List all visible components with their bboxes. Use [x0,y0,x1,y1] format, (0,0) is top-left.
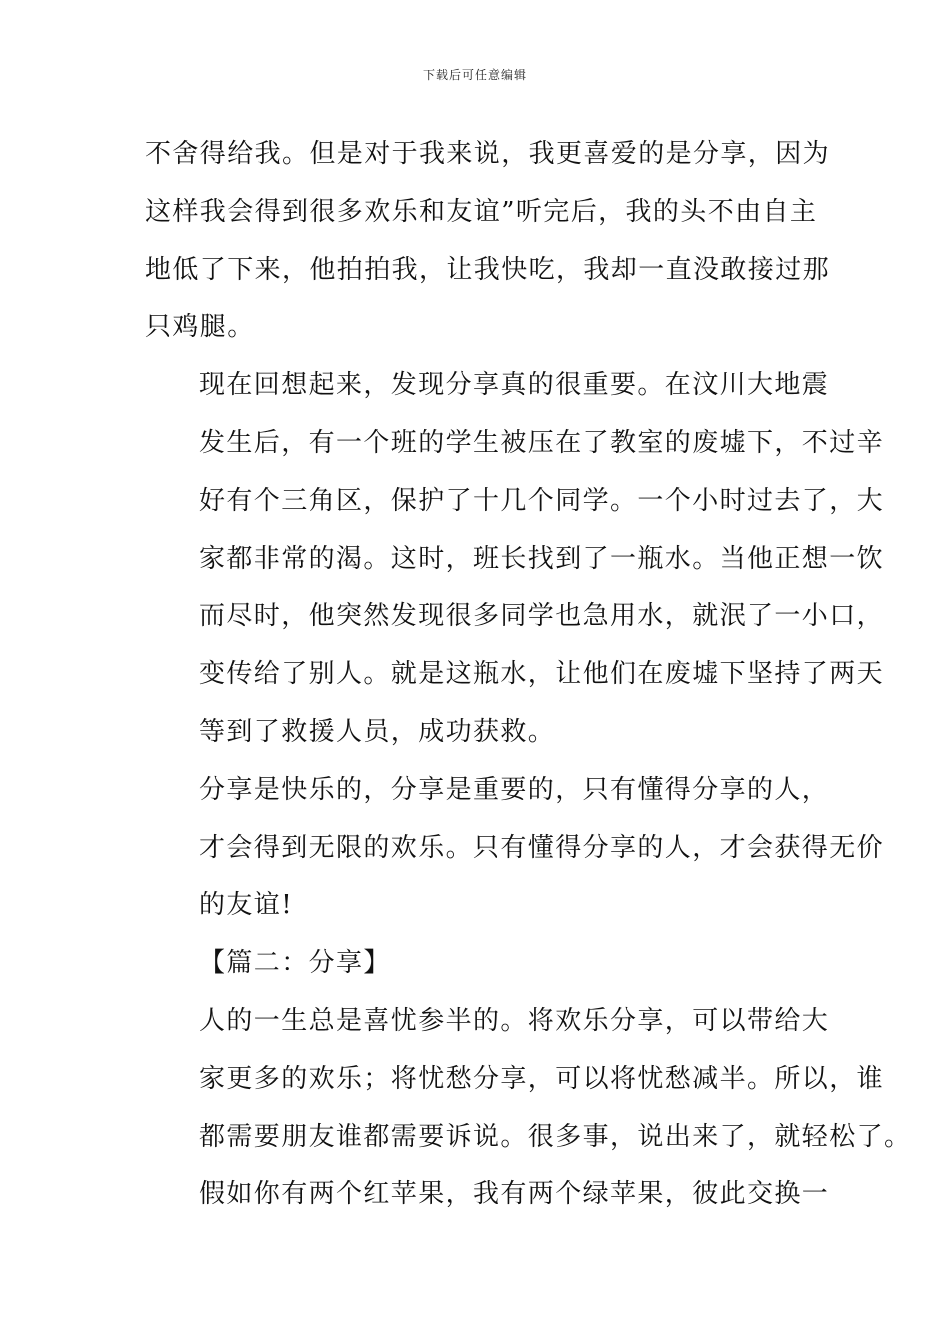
document-body [145,126,912,1224]
text-line: 等到了救援人员，成功获救。 [199,716,556,747]
text-line: 地低了下来，他拍拍我，让我快吃，我却一直没敢接过那 [145,254,831,285]
text-line: 这样我会得到很多欢乐和友谊”听完后，我的头不由自主 [145,196,818,227]
text-line: 而尽时，他突然发现很多同学也急用水，就泯了一小口， [199,601,885,632]
section-heading-text: 【篇二：分享】 [199,948,391,979]
paragraph-1 [145,126,831,357]
paragraph-5 [145,1166,830,1224]
section-heading [145,935,807,993]
paragraph-4 [145,993,912,1166]
text-line: 人的一生总是喜忧参半的。将欢乐分享，可以带给大 [199,1005,830,1036]
paragraph-3 [145,762,885,935]
text-line: 假如你有两个红苹果，我有两个绿苹果，彼此交换一 [199,1179,830,1210]
text-line: 都需要朋友谁都需要诉说。很多事，说出来了，就轻松了。 [199,1121,912,1152]
text-line: 的友谊! [199,890,294,921]
text-line: 家更多的欢乐；将忧愁分享，可以将忧愁减半。所以，谁 [199,1063,885,1094]
text-line: 变传给了别人。就是这瓶水，让他们在废墟下坚持了两天 [199,659,885,690]
paragraph-2 [145,357,885,762]
text-line: 才会得到无限的欢乐。只有懂得分享的人，才会获得无价 [199,832,885,863]
header-note: 下载后可任意编辑 [422,68,527,82]
text-line: 分享是快乐的，分享是重要的，只有懂得分享的人， [199,774,830,805]
text-line: 家都非常的渴。这时，班长找到了一瓶水。当他正想一饮 [199,543,885,574]
text-line: 好有个三角区，保护了十几个同学。一个小时过去了，大 [199,485,885,516]
text-line: 不舍得给我。但是对于我来说，我更喜爱的是分享，因为 [145,139,831,169]
text-line: 发生后，有一个班的学生被压在了教室的废墟下，不过辛 [199,427,885,458]
text-line: 现在回想起来，发现分享真的很重要。在汶川大地震 [199,370,830,401]
text-line: 只鸡腿。 [145,312,255,343]
